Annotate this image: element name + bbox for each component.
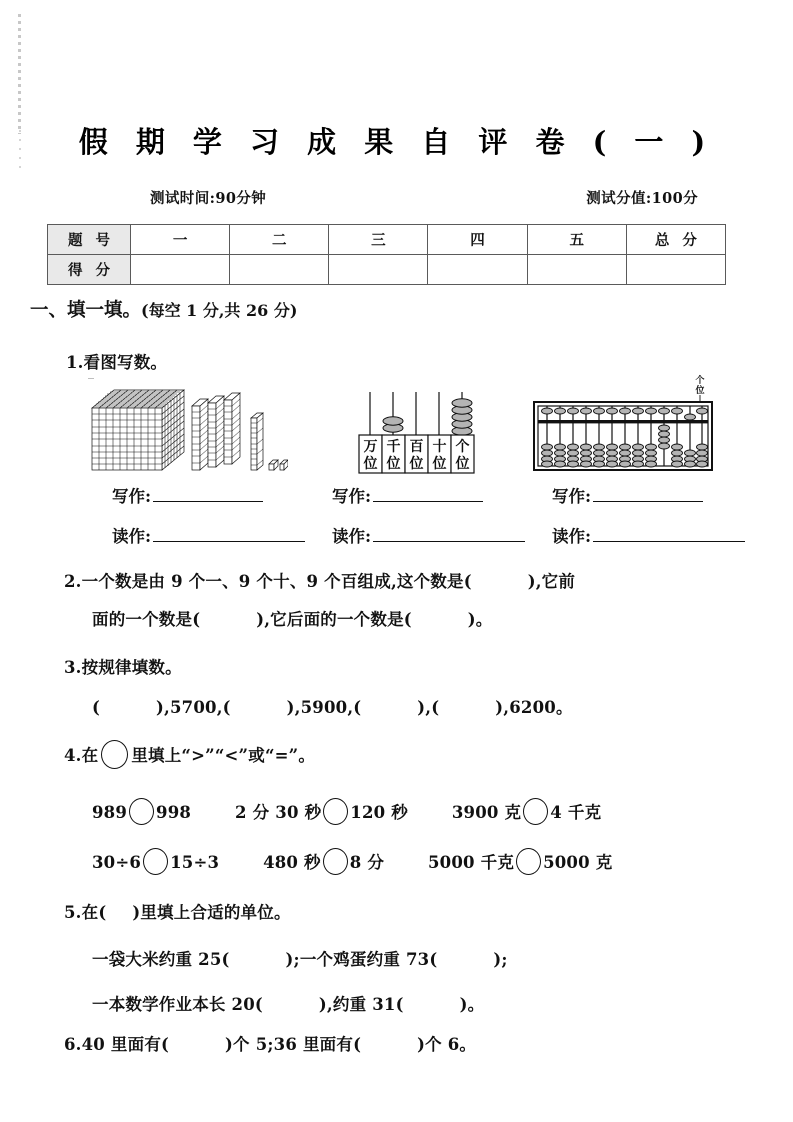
write-blank-2[interactable] xyxy=(373,486,483,502)
column-header-5: 五 xyxy=(527,225,626,255)
read-label-2: 读作: xyxy=(332,527,372,546)
read-blank-3[interactable] xyxy=(593,526,745,542)
question-4-label xyxy=(64,740,315,769)
column-header-1: 一 xyxy=(131,225,230,255)
question-5-line-2 xyxy=(92,991,484,1015)
question-5-text-c: 一袋大米约重 25( xyxy=(92,950,230,969)
svg-text:位: 位 xyxy=(409,456,424,472)
write-label-3-row xyxy=(552,483,703,507)
question-5-text-b: )里填上合适的单位。 xyxy=(132,903,291,922)
compare-4-right: 15÷3 xyxy=(170,853,220,872)
compare-6-left: 5000 千克 xyxy=(427,853,515,872)
question-5-text-f: 一本数学作业本长 20( xyxy=(92,995,263,1014)
read-label-2-row xyxy=(332,523,525,547)
score-cell-total[interactable] xyxy=(626,255,725,285)
score-cell-5[interactable] xyxy=(527,255,626,285)
column-header-total: 总 分 xyxy=(626,225,725,255)
table-row-question-numbers xyxy=(48,225,726,255)
table-row-scores xyxy=(48,255,726,285)
test-time: 测试时间:90分钟 xyxy=(150,190,267,207)
compare-1-left: 989 xyxy=(92,803,128,822)
row-label-score: 得 分 xyxy=(48,255,131,285)
test-score: 测试分值:100分 xyxy=(586,190,698,207)
question-3-text-e: ),6200。 xyxy=(495,698,573,717)
score-cell-2[interactable] xyxy=(230,255,329,285)
question-2-text-c: 面的一个数是( xyxy=(92,610,201,629)
question-4-text-b: 里填上“>”“<”或“=”。 xyxy=(131,746,316,765)
exam-meta xyxy=(150,187,698,208)
place-value-counter-figure xyxy=(358,378,486,478)
svg-text:位: 位 xyxy=(455,456,470,472)
score-table xyxy=(47,224,726,285)
compare-2-left: 2 分 30 秒 xyxy=(235,803,322,822)
compare-1-circle[interactable] xyxy=(129,798,154,825)
write-label-2-row xyxy=(332,483,483,507)
question-5-line-1 xyxy=(92,946,508,970)
question-4-row-2 xyxy=(92,848,612,875)
question-2-text-a: 2.一个数是由 9 个一、9 个十、9 个百组成,这个数是( xyxy=(64,572,472,591)
question-6-text-b: )个 5;36 里面有( xyxy=(225,1035,362,1054)
question-5-text-e: ); xyxy=(493,950,508,969)
question-6-line xyxy=(64,1031,476,1055)
question-3-text-c: ),5900,( xyxy=(286,698,362,717)
svg-text:百: 百 xyxy=(409,439,424,455)
read-blank-2[interactable] xyxy=(373,526,525,542)
question-2-text-b: ),它前 xyxy=(527,572,576,591)
svg-text:位: 位 xyxy=(432,456,447,472)
read-label-3: 读作: xyxy=(552,527,592,546)
compare-4-left: 30÷6 xyxy=(92,853,142,872)
svg-text:个: 个 xyxy=(455,439,470,455)
svg-text:位: 位 xyxy=(695,386,705,396)
svg-text:万: 万 xyxy=(363,439,378,455)
compare-6-right: 5000 克 xyxy=(543,853,613,872)
compare-3-circle[interactable] xyxy=(523,798,548,825)
question-5-text-a: 5.在( xyxy=(64,903,107,922)
question-3-label: 3.按规律填数。 xyxy=(64,658,182,677)
question-2-line-1 xyxy=(64,568,575,592)
write-label-2: 写作: xyxy=(332,487,372,506)
compare-5-right: 8 分 xyxy=(349,853,385,872)
read-label-1-row xyxy=(112,523,305,547)
section-one-heading xyxy=(30,296,297,322)
question-2-text-d: ),它后面的一个数是( xyxy=(256,610,412,629)
score-cell-4[interactable] xyxy=(428,255,527,285)
compare-3-right: 4 千克 xyxy=(550,803,602,822)
question-5-text-h: )。 xyxy=(459,995,485,1014)
compare-5-circle[interactable] xyxy=(323,848,348,875)
question-2-line-2 xyxy=(92,606,493,630)
section-one-title: 一、填一填。 xyxy=(30,300,142,321)
page-title: 假 期 学 习 成 果 自 评 卷 ( 一 ) xyxy=(78,125,715,159)
write-label-3: 写作: xyxy=(552,487,592,506)
write-label-1: 写作: xyxy=(112,487,152,506)
column-header-4: 四 xyxy=(428,225,527,255)
question-1-label: 1.看图写数。 xyxy=(66,353,168,372)
svg-text:位: 位 xyxy=(386,456,401,472)
compare-2-circle[interactable] xyxy=(323,798,348,825)
svg-text:位: 位 xyxy=(363,456,378,472)
write-blank-3[interactable] xyxy=(593,486,703,502)
question-5-label xyxy=(64,899,291,923)
svg-text:个: 个 xyxy=(695,376,705,386)
write-blank-1[interactable] xyxy=(153,486,263,502)
question-2-text-e: )。 xyxy=(467,610,493,629)
read-blank-1[interactable] xyxy=(153,526,305,542)
comparison-circle-prompt[interactable] xyxy=(101,740,128,769)
column-header-3: 三 xyxy=(329,225,428,255)
read-label-3-row xyxy=(552,523,745,547)
compare-2-right: 120 秒 xyxy=(350,803,408,822)
column-header-2: 二 xyxy=(230,225,329,255)
score-cell-3[interactable] xyxy=(329,255,428,285)
question-6-text-a: 6.40 里面有( xyxy=(64,1035,170,1054)
compare-1-right: 998 xyxy=(156,803,192,822)
compare-5-left: 480 秒 xyxy=(263,853,321,872)
question-4-row-1 xyxy=(92,798,601,825)
svg-text:千: 千 xyxy=(386,439,401,455)
question-3-text-d: ),( xyxy=(417,698,440,717)
row-label-question-number: 题 号 xyxy=(48,225,131,255)
abacus-figure xyxy=(530,372,720,482)
svg-text:十: 十 xyxy=(432,439,447,455)
write-label-1-row xyxy=(112,483,263,507)
compare-4-circle[interactable] xyxy=(143,848,168,875)
section-one-points: (每空 1 分,共 26 分) xyxy=(141,301,298,320)
score-cell-1[interactable] xyxy=(131,255,230,285)
base-ten-blocks-figure xyxy=(88,378,288,478)
read-label-1: 读作: xyxy=(112,527,152,546)
question-5-text-d: );一个鸡蛋约重 73( xyxy=(285,950,438,969)
question-5-text-g: ),约重 31( xyxy=(318,995,404,1014)
question-3-text-b: ),5700,( xyxy=(156,698,231,717)
question-6-text-c: )个 6。 xyxy=(417,1035,477,1054)
question-4-text-a: 4.在 xyxy=(64,746,99,765)
compare-6-circle[interactable] xyxy=(516,848,541,875)
compare-3-left: 3900 克 xyxy=(451,803,522,822)
question-3-sequence xyxy=(92,694,573,718)
scan-artifact xyxy=(18,14,21,134)
question-3-text-a: ( xyxy=(92,698,101,717)
